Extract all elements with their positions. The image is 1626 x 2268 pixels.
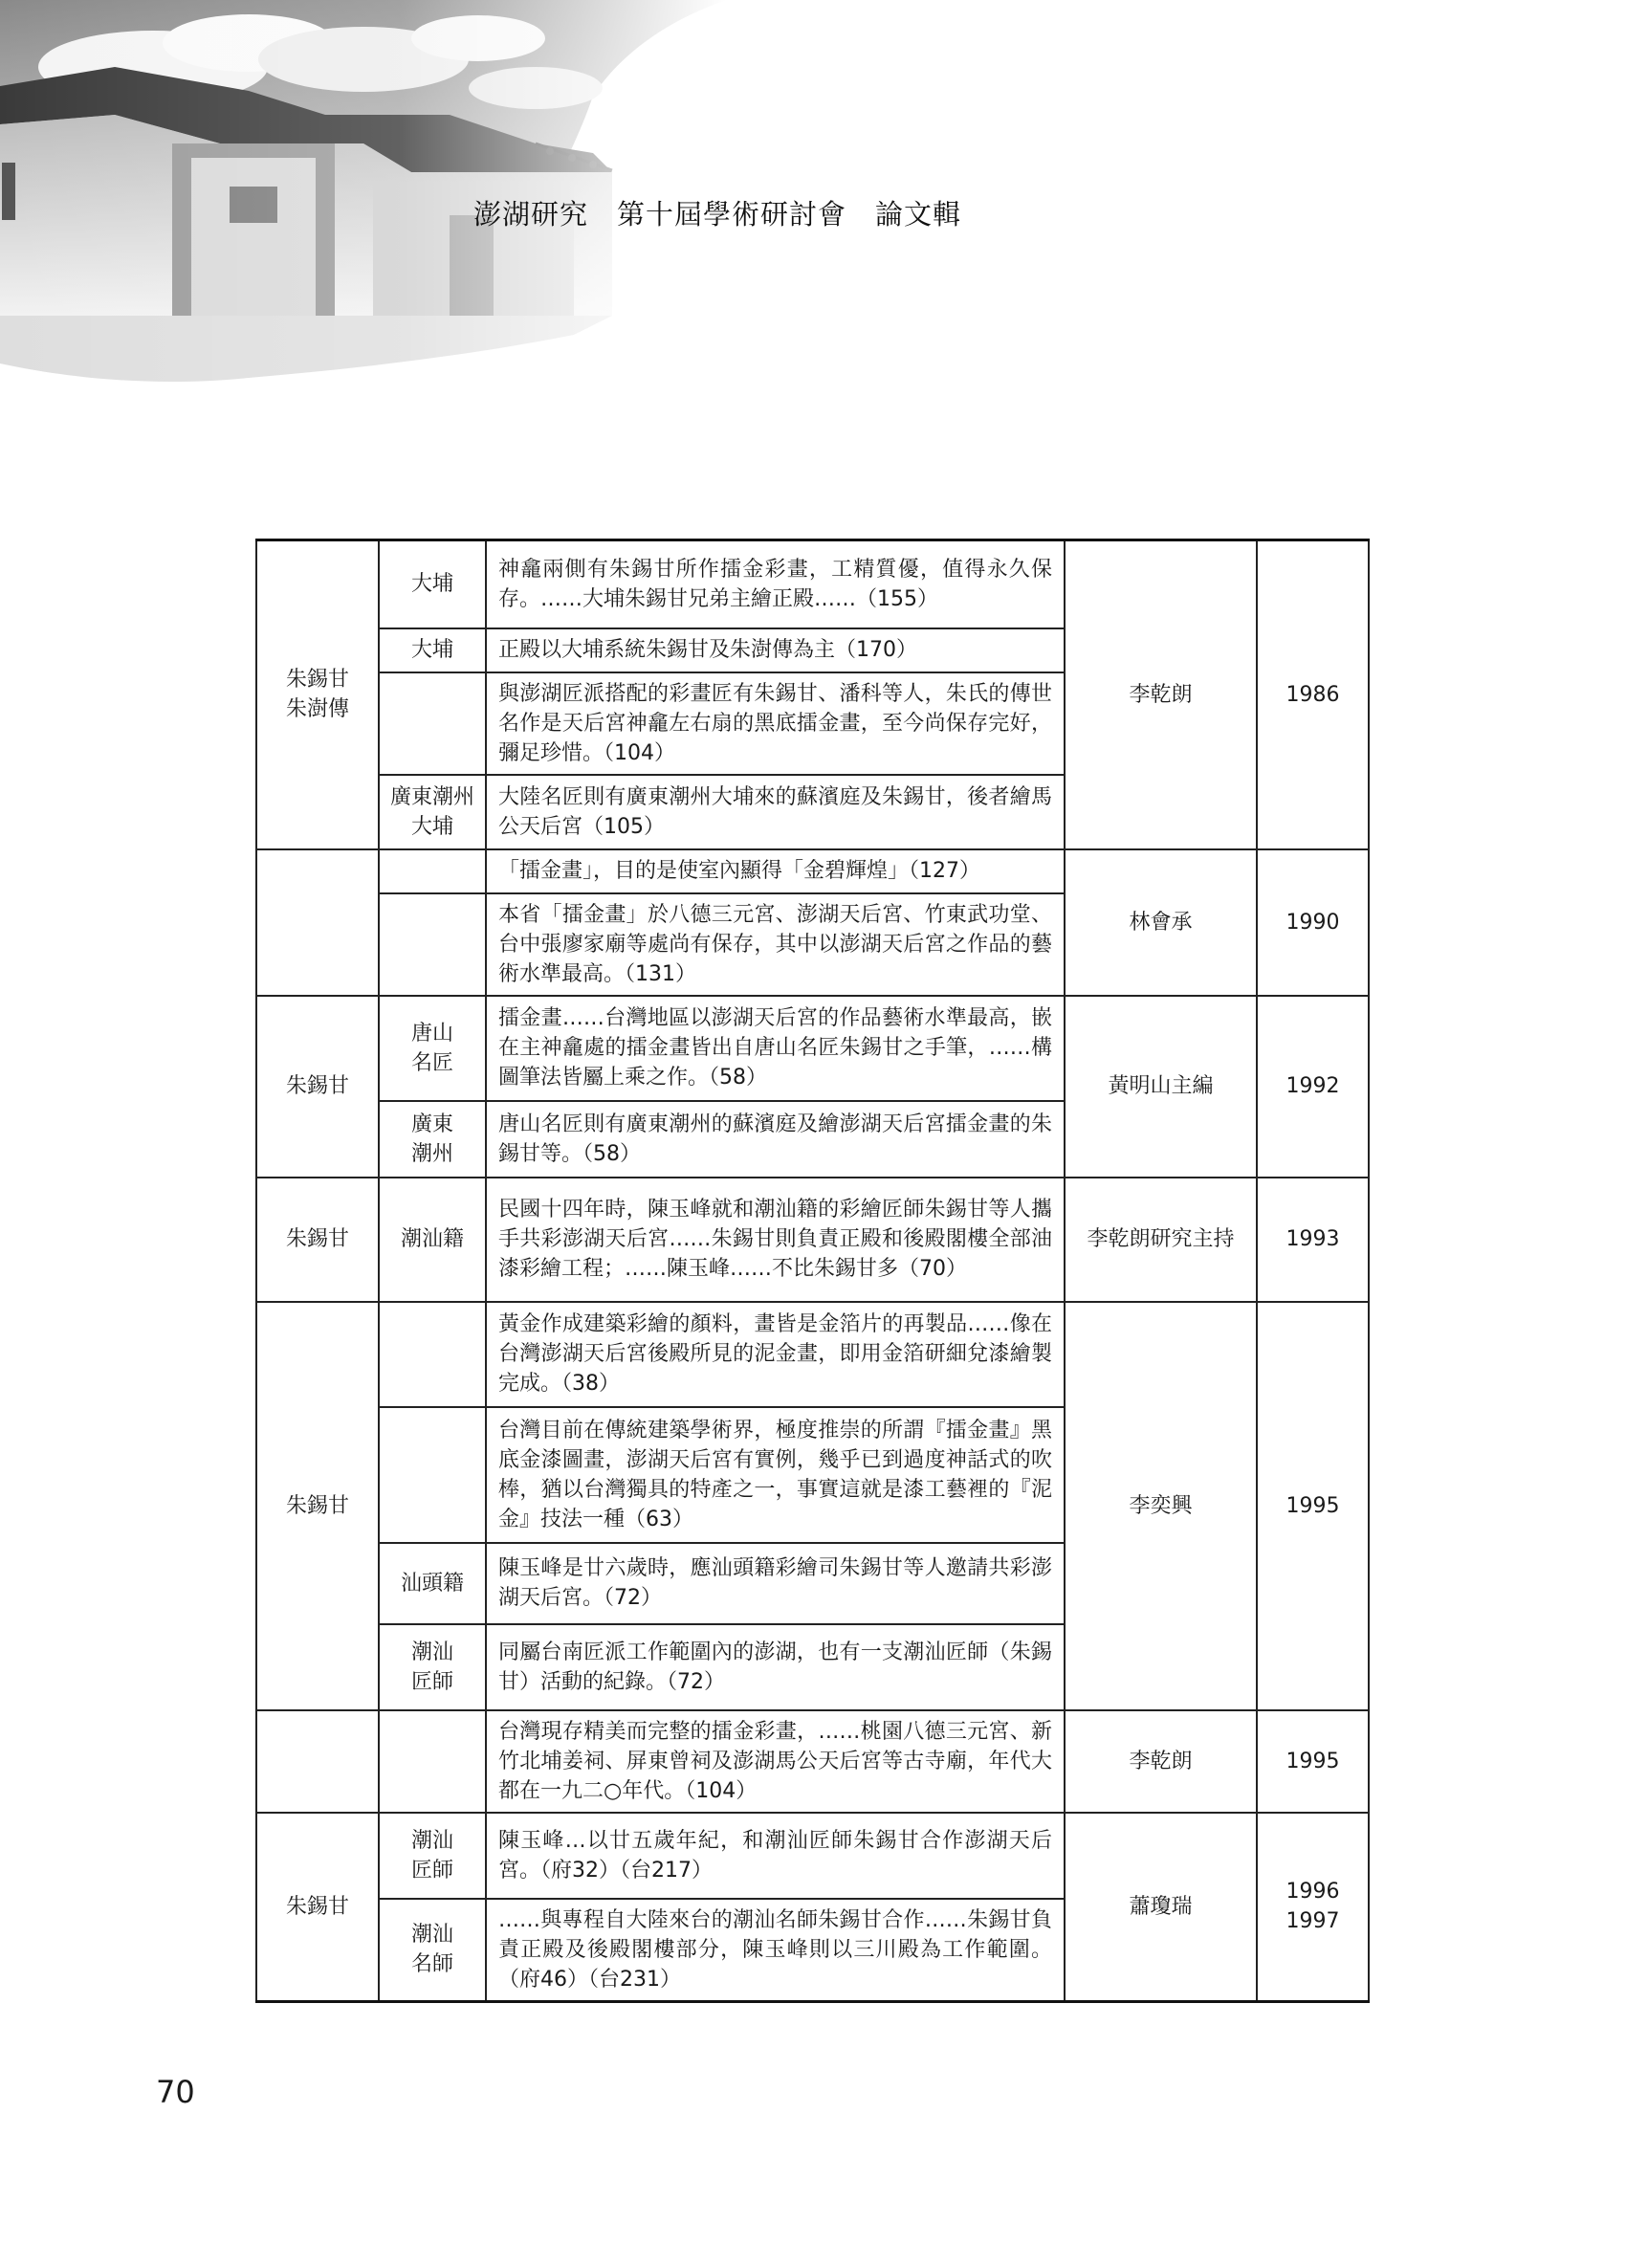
quote-text: 台灣目前在傳統建築學術界，極度推崇的所謂『擂金畫』黑底金漆圖畫，澎湖天后宮有實例，幾乎已到過度神話式的吹棒，猶以台灣獨具的特產之一，事實這就是漆工藝裡的『泥金』技法一種（63）: [498, 1418, 1052, 1531]
origin-cell: [379, 1813, 486, 1899]
author-text: 李乾朗: [1129, 682, 1193, 707]
origin-text: 潮汕籍: [400, 1227, 464, 1251]
painter-name-cell: [256, 1302, 379, 1710]
quote-cell: [486, 1101, 1065, 1178]
quote-cell: [486, 672, 1065, 775]
origin-cell: [379, 1302, 486, 1407]
table-row: [256, 849, 1369, 893]
author-text: 李乾朗: [1129, 1749, 1193, 1773]
year-cell: [1257, 1710, 1369, 1813]
painter-name-cell: [256, 1178, 379, 1302]
author-cell: [1065, 849, 1257, 996]
painter-name-cell: [256, 1813, 379, 2002]
origin-cell: [379, 540, 486, 628]
page-number: 70: [156, 2074, 195, 2110]
year-text: 1992: [1285, 1074, 1340, 1098]
quote-text: ……與專程自大陸來台的潮汕名師朱錫甘合作……朱錫甘負責正殿及後殿閣樓部分，陳玉峰則以三川殿為工作範圍。（府46）（台231）: [498, 1907, 1052, 1992]
quote-text: 正殿以大埔系統朱錫甘及朱澍傳為主（170）: [498, 638, 917, 662]
origin-cell: [379, 775, 486, 849]
author-cell: [1065, 1302, 1257, 1710]
quote-text: 黃金作成建築彩繪的顏料，畫皆是金箔片的再製品……像在台灣澎湖天后宮後殿所見的泥金畫，即用金箔研細兌漆繪製完成。（38）: [498, 1312, 1052, 1396]
quote-text: 台灣現存精美而完整的擂金彩畫，……桃園八德三元宮、新竹北埔姜祠、屏東曾祠及澎湖馬公天后宮等古寺廟，年代大都在一九二○年代。（104）: [498, 1719, 1052, 1803]
origin-cell: [379, 1624, 486, 1710]
origin-text: 汕頭籍: [400, 1571, 464, 1596]
painter-name: 朱錫甘: [285, 1894, 349, 1919]
quote-cell: [486, 1178, 1065, 1302]
year-text: 1995: [1285, 1493, 1340, 1518]
quote-cell: [486, 1407, 1065, 1543]
year-cell: [1257, 849, 1369, 996]
origin-cell: [379, 1543, 486, 1624]
quote-text: 大陸名匠則有廣東潮州大埔來的蘇濱庭及朱錫甘，後者繪馬公天后宮（105）: [498, 784, 1052, 839]
painter-name: 朱錫甘: [285, 1493, 349, 1518]
origin-cell: [379, 672, 486, 775]
year-cell: [1257, 996, 1369, 1178]
table-row: [256, 1302, 1369, 1407]
origin-cell: [379, 628, 486, 672]
origin-text: 唐山 名匠: [410, 1021, 453, 1075]
running-head: 澎湖研究 第十屆學術研討會 論文輯: [473, 198, 962, 231]
quote-text: 陳玉峰…以廿五歲年紀，和潮汕匠師朱錫甘合作澎湖天后宮。（府32）（台217）: [498, 1828, 1052, 1883]
origin-text: 廣東 潮州: [410, 1112, 453, 1166]
quote-cell: [486, 1813, 1065, 1899]
quote-cell: [486, 1302, 1065, 1407]
year-cell: [1257, 1178, 1369, 1302]
table-row: [256, 1178, 1369, 1302]
quote-text: 本省「擂金畫」於八德三元宮、澎湖天后宮、竹東武功堂、台中張廖家廟等處尚有保存，其中以澎湖天后宮之作品的藝術水準最高。（131）: [498, 902, 1052, 986]
origin-text: 潮汕 名師: [410, 1923, 453, 1976]
quote-cell: [486, 893, 1065, 996]
origin-cell: [379, 1178, 486, 1302]
author-cell: [1065, 1710, 1257, 1813]
quote-cell: [486, 1710, 1065, 1813]
quote-cell: [486, 628, 1065, 672]
author-text: 林會承: [1129, 910, 1193, 935]
origin-cell: [379, 1407, 486, 1543]
painter-name: 朱錫甘 朱澍傳: [285, 668, 349, 722]
quote-text: 民國十四年時，陳玉峰就和潮汕籍的彩繪匠師朱錫甘等人攜手共彩澎湖天后宮……朱錫甘則負責正殿和後殿閣樓全部油漆彩繪工程；……陳玉峰……不比朱錫甘多（70）: [498, 1198, 1052, 1281]
quote-text: 「擂金畫」，目的是使室內顯得「金碧輝煌」（127）: [498, 859, 980, 883]
year-text: 1995: [1285, 1749, 1340, 1773]
origin-text: 大埔: [410, 638, 453, 662]
author-text: 蕭瓊瑞: [1129, 1894, 1193, 1919]
author-cell: [1065, 1178, 1257, 1302]
origin-cell: [379, 849, 486, 893]
table-row: [256, 1710, 1369, 1813]
origin-cell: [379, 996, 486, 1101]
year-text: 1996 1997: [1285, 1880, 1340, 1933]
table-row: [256, 1813, 1369, 1899]
year-text: 1986: [1285, 682, 1340, 707]
painter-name: 朱錫甘: [285, 1227, 349, 1251]
record-table: [255, 539, 1370, 2003]
painter-name-cell: [256, 540, 379, 849]
quote-text: 陳玉峰是廿六歲時，應汕頭籍彩繪司朱錫甘等人邀請共彩澎湖天后宮。（72）: [498, 1556, 1052, 1610]
year-cell: [1257, 540, 1369, 849]
origin-cell: [379, 1710, 486, 1813]
painter-name: 朱錫甘: [285, 1074, 349, 1098]
origin-text: 廣東潮州大埔: [389, 784, 474, 839]
author-cell: [1065, 1813, 1257, 2002]
painter-name-cell: [256, 1710, 379, 1813]
quote-cell: [486, 1624, 1065, 1710]
origin-text: 大埔: [410, 572, 453, 597]
table-row: [256, 996, 1369, 1101]
year-cell: [1257, 1302, 1369, 1710]
author-text: 李奕興: [1129, 1493, 1193, 1518]
origin-cell: [379, 1101, 486, 1178]
quote-text: 擂金畫……台灣地區以澎湖天后宮的作品藝術水準最高，嵌在主神龕處的擂金畫皆出自唐山名匠朱錫甘之手筆，……構圖筆法皆屬上乘之作。（58）: [498, 1006, 1052, 1090]
quote-cell: [486, 1543, 1065, 1624]
quote-text: 唐山名匠則有廣東潮州的蘇濱庭及繪澎湖天后宮擂金畫的朱錫甘等。（58）: [498, 1112, 1052, 1166]
quote-text: 與澎湖匠派搭配的彩畫匠有朱錫甘、潘科等人，朱氏的傳世名作是天后宮神龕左右扇的黑底擂金畫，至今尚保存完好，彌足珍惜。（104）: [498, 681, 1052, 765]
quote-text: 同屬台南匠派工作範圍內的澎湖，也有一支潮汕匠師（朱錫甘）活動的紀錄。（72）: [498, 1640, 1052, 1694]
painter-name-cell: [256, 996, 379, 1178]
origin-cell: [379, 1899, 486, 2002]
origin-cell: [379, 893, 486, 996]
author-text: 黃明山主編: [1108, 1074, 1214, 1098]
origin-text: 潮汕 匠師: [410, 1640, 453, 1694]
quote-cell: [486, 540, 1065, 628]
author-cell: [1065, 540, 1257, 849]
year-cell: [1257, 1813, 1369, 2002]
quote-text: 神龕兩側有朱錫甘所作擂金彩畫，工精質優，值得永久保存。……大埔朱錫甘兄弟主繪正殿……（155）: [498, 557, 1052, 611]
table-row: [256, 540, 1369, 628]
quote-cell: [486, 775, 1065, 849]
quote-cell: [486, 996, 1065, 1101]
author-cell: [1065, 996, 1257, 1178]
quote-cell: [486, 849, 1065, 893]
year-text: 1993: [1285, 1227, 1340, 1251]
author-text: 李乾朗研究主持: [1087, 1227, 1235, 1251]
year-text: 1990: [1285, 910, 1340, 935]
origin-text: 潮汕 匠師: [410, 1828, 453, 1883]
painter-name-cell: [256, 849, 379, 996]
quote-cell: [486, 1899, 1065, 2002]
